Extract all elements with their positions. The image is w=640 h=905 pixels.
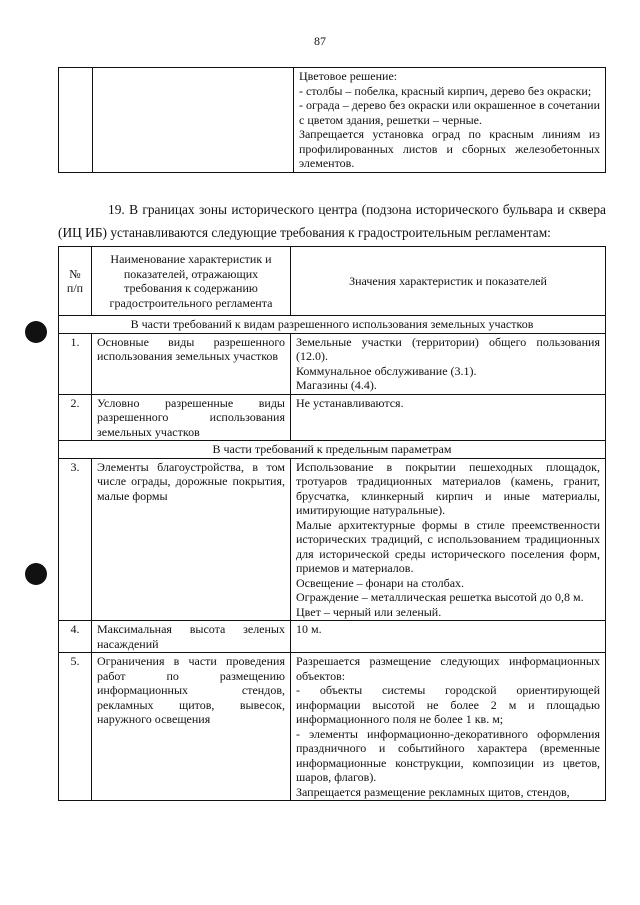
binder-hole-mark — [25, 563, 47, 585]
header-num: № п/п — [59, 247, 92, 316]
row-name: Ограничения в части проведения работ по размещению информационных стендов, рекламных щитов, вывесок, наружного освещения — [92, 653, 291, 801]
row-number: 4. — [59, 621, 92, 653]
table-cell-empty — [93, 68, 294, 173]
value-line: Коммунальное обслуживание (3.1). — [296, 363, 477, 378]
row-name: Элементы благоустройства, в том числе ограды, дорожные покрытия, малые формы — [92, 458, 291, 621]
row-value — [291, 458, 606, 621]
regulations-table — [58, 246, 606, 801]
section-title: В части требований к предельным параметрам — [59, 441, 606, 459]
cell-line: Цветовое решение: — [299, 69, 398, 83]
row-number: 1. — [59, 333, 92, 394]
value-line: Освещение – фонари на столбах. — [296, 575, 465, 590]
cell-line: - столбы – побелка, красный кирпич, дерево без окраски; — [299, 83, 592, 98]
cell-line: Запрещается установка оград по красным линиям из профилированных листов и сборных железобетонных элементов. — [299, 127, 600, 170]
row-name: Основные виды разрешенного использования земельных участков — [92, 333, 291, 394]
value-line: Использование в покрытии пешеходных площадок, тротуаров традиционных материалов (камень, гранит, брусчатка, клинкерный кирпич и иные материалы, имитирующие натуральные). — [296, 459, 600, 517]
table-header-row — [59, 247, 606, 316]
table-row — [59, 394, 606, 441]
row-number: 3. — [59, 458, 92, 621]
value-line: Земельные участки (территории) общего пользования (12.0). — [296, 334, 600, 363]
continued-table — [58, 67, 606, 173]
row-number: 2. — [59, 394, 92, 441]
table-row — [59, 621, 606, 653]
row-name: Максимальная высота зеленых насаждений — [92, 621, 291, 653]
table-row — [59, 458, 606, 621]
value-line: Запрещается размещение рекламных щитов, стендов, — [296, 784, 570, 799]
binder-hole-mark — [25, 321, 47, 343]
row-name: Условно разрешенные виды разрешенного использования земельных участков — [92, 394, 291, 441]
value-line: - объекты системы городской ориентирующей информации высотой не более 2 м и площадью информационного поля не более 1 кв. м; — [296, 683, 600, 726]
row-value — [291, 333, 606, 394]
section-row — [59, 441, 606, 459]
row-value: Не устанавливаются. — [291, 394, 606, 441]
row-number: 5. — [59, 653, 92, 801]
header-name: Наименование характеристик и показателей, отражающих требования к содержанию градостроительного регламента — [92, 247, 291, 316]
table-cell-empty — [59, 68, 93, 173]
value-line: - элементы информационно-декоративного оформления праздничного и событийного характера (временные информационные конструкции, композиции из цветов, шаров, флагов). — [296, 726, 600, 784]
table-row — [59, 68, 606, 173]
value-line: Магазины (4.4). — [296, 378, 377, 392]
row-value: 10 м. — [291, 621, 606, 653]
page-number: 87 — [314, 34, 326, 48]
header-value: Значения характеристик и показателей — [291, 247, 606, 316]
value-line: Ограждение – металлическая решетка высотой до 0,8 м. — [296, 590, 584, 604]
section-title: В части требований к видам разрешенного использования земельных участков — [59, 316, 606, 334]
value-line: Цвет – черный или зеленый. — [296, 604, 442, 619]
color-solution-cell — [294, 68, 606, 173]
cell-line: - ограда – дерево без окраски или окрашенное в сочетании с цветом здания, решетки – черные. — [299, 98, 600, 127]
value-line: Малые архитектурные формы в стиле преемственности исторических традиций, с использованием традиционных для исторической среды исторического поселения форм, приемов и материалов. — [296, 517, 600, 575]
value-line: Разрешается размещение следующих информационных объектов: — [296, 654, 600, 683]
section-paragraph: 19. В границах зоны исторического центра (подзона исторического бульвара и сквера (ИЦ ИБ) устанавливаются следующие требования к градостроительным регламентам: — [58, 202, 606, 240]
section-row — [59, 316, 606, 334]
row-value — [291, 653, 606, 801]
table-row — [59, 653, 606, 801]
table-row — [59, 333, 606, 394]
